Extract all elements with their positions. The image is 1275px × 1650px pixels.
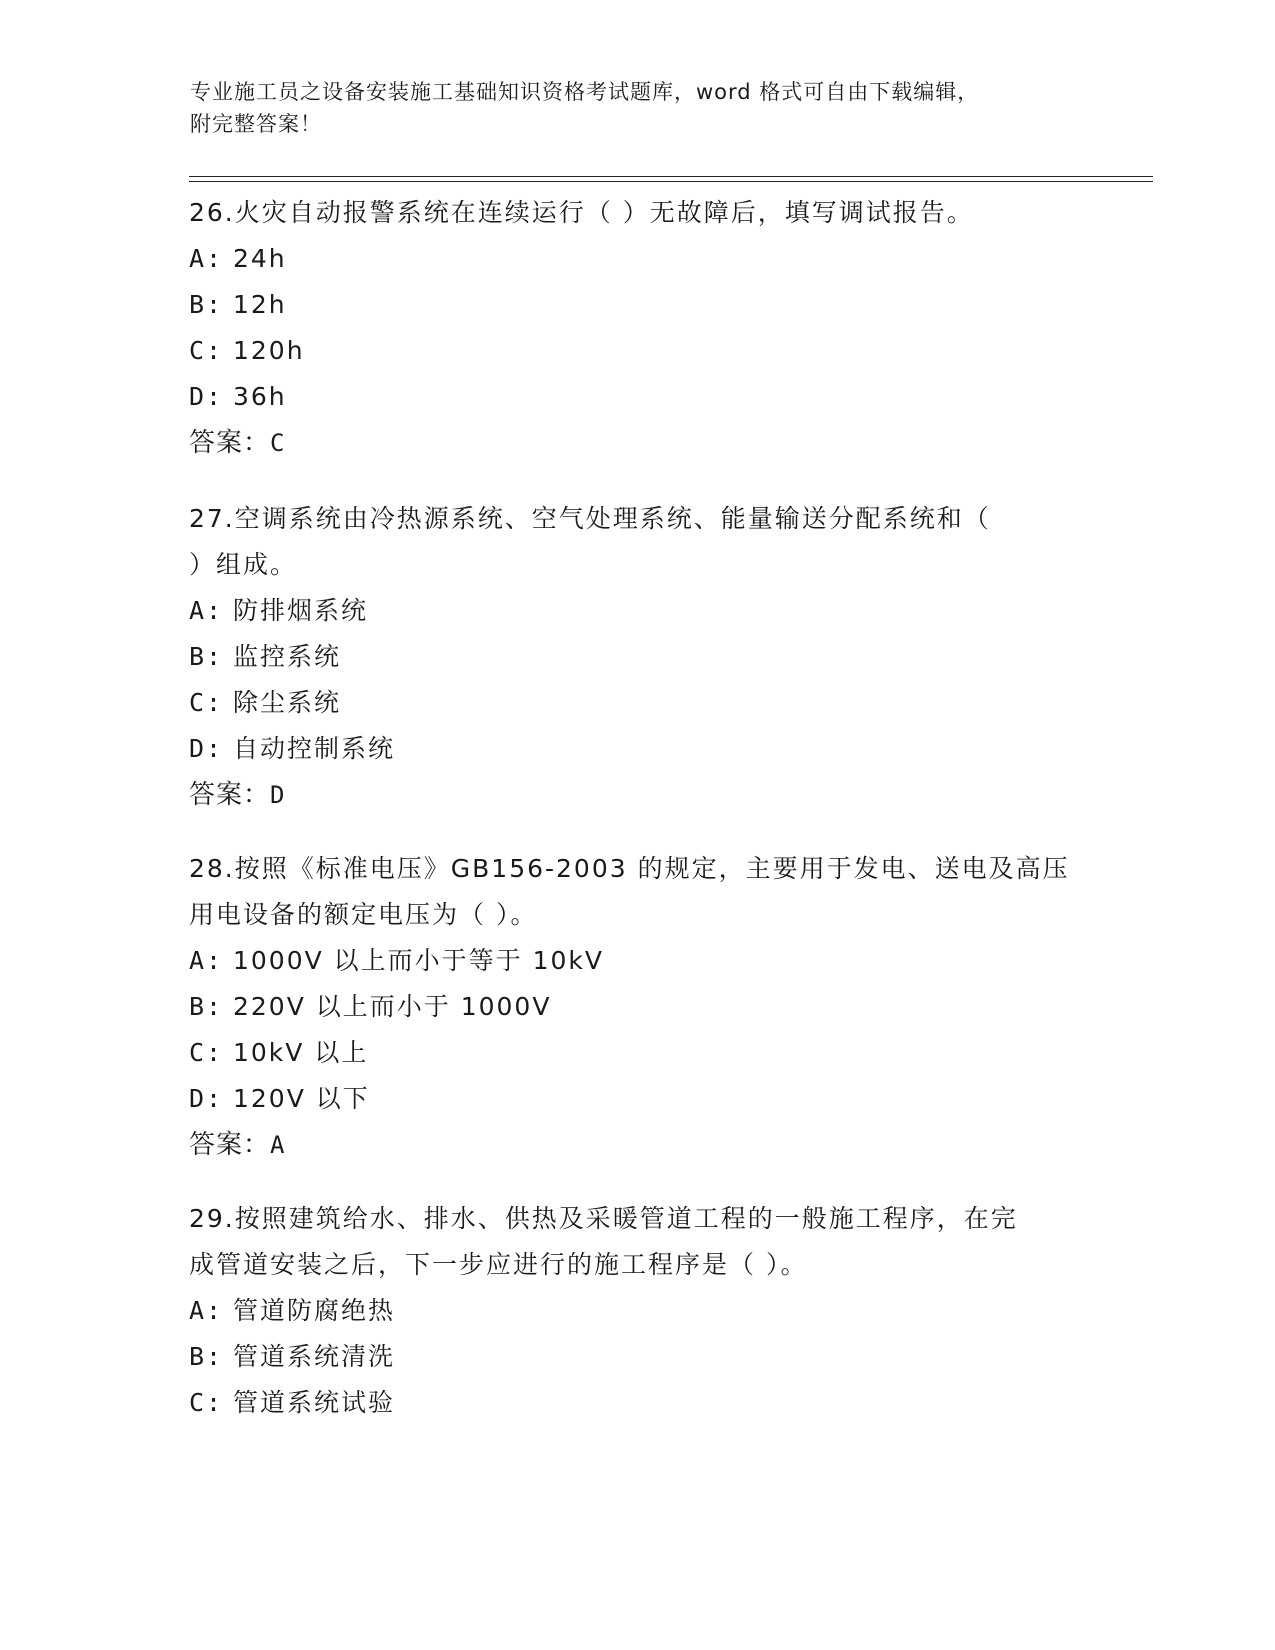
option-letter: A: <box>189 596 224 625</box>
option-letter: B: <box>189 1342 224 1371</box>
question-26 <box>189 190 974 466</box>
document-header <box>190 76 1090 140</box>
answer-label: 答案： <box>189 428 271 458</box>
header-line-2: 附完整答案！ <box>190 112 322 136</box>
option-letter: B: <box>189 642 224 671</box>
option-c <box>189 680 991 726</box>
option-text: 除尘系统 <box>233 688 342 717</box>
option-d <box>189 374 974 420</box>
option-text: 120V 以下 <box>233 1084 370 1113</box>
question-27 <box>189 496 991 818</box>
option-b <box>189 282 974 328</box>
option-letter: C: <box>189 336 224 365</box>
option-text: 220V 以上而小于 1000V <box>233 992 552 1021</box>
option-b <box>189 634 991 680</box>
question-stem-line: 用电设备的额定电压为（ ）。 <box>189 900 538 929</box>
question-stem-line: 成管道安装之后，下一步应进行的施工程序是（ ）。 <box>189 1250 808 1279</box>
option-text: 10kV 以上 <box>233 1038 369 1067</box>
header-divider <box>189 176 1153 182</box>
option-text: 管道系统清洗 <box>233 1342 396 1371</box>
option-text: 防排烟系统 <box>233 596 369 625</box>
option-text: 管道系统试验 <box>233 1388 396 1417</box>
answer-label: 答案： <box>189 1130 271 1160</box>
option-text: 24h <box>233 244 287 273</box>
option-c <box>189 1380 1018 1426</box>
option-letter: C: <box>189 1038 224 1067</box>
question-stem-line: 26.火灾自动报警系统在连续运行（ ）无故障后，填写调试报告。 <box>189 198 974 227</box>
answer-label: 答案： <box>189 780 271 810</box>
question-stem-line: 27.空调系统由冷热源系统、空气处理系统、能量输送分配系统和（ <box>189 504 991 533</box>
question-28 <box>189 846 1070 1168</box>
option-text: 自动控制系统 <box>233 734 396 763</box>
answer-line <box>189 772 991 818</box>
option-letter: A: <box>189 1296 224 1325</box>
question-stem-line: 29.按照建筑给水、排水、供热及采暖管道工程的一般施工程序，在完 <box>189 1204 1018 1233</box>
option-text: 管道防腐绝热 <box>233 1296 396 1325</box>
question-stem-line: 28.按照《标准电压》GB156-2003 的规定，主要用于发电、送电及高压 <box>189 854 1070 883</box>
option-letter: B: <box>189 290 224 319</box>
option-letter: D: <box>189 734 224 763</box>
question-stem-line: ）组成。 <box>189 550 298 579</box>
option-letter: B: <box>189 992 224 1021</box>
option-text: 监控系统 <box>233 642 342 671</box>
option-c <box>189 1030 1070 1076</box>
option-letter: D: <box>189 382 224 411</box>
option-d <box>189 726 991 772</box>
option-b <box>189 984 1070 1030</box>
option-a <box>189 1288 1018 1334</box>
option-a <box>189 588 991 634</box>
header-line-1: 专业施工员之设备安装施工基础知识资格考试题库，word 格式可自由下载编辑， <box>190 80 980 104</box>
option-letter: D: <box>189 1084 224 1113</box>
option-text: 36h <box>233 382 287 411</box>
option-text: 120h <box>233 336 305 365</box>
option-text: 1000V 以上而小于等于 10kV <box>233 946 605 975</box>
answer-value: D <box>270 781 286 809</box>
option-a <box>189 938 1070 984</box>
question-29 <box>189 1196 1018 1426</box>
option-letter: C: <box>189 688 224 717</box>
option-b <box>189 1334 1018 1380</box>
answer-line <box>189 1122 1070 1168</box>
option-c <box>189 328 974 374</box>
answer-line <box>189 420 974 466</box>
option-text: 12h <box>233 290 287 319</box>
option-a <box>189 236 974 282</box>
option-letter: A: <box>189 244 224 273</box>
option-letter: A: <box>189 946 224 975</box>
option-letter: C: <box>189 1388 224 1417</box>
answer-value: A <box>270 1131 286 1159</box>
option-d <box>189 1076 1070 1122</box>
answer-value: C <box>270 429 286 457</box>
